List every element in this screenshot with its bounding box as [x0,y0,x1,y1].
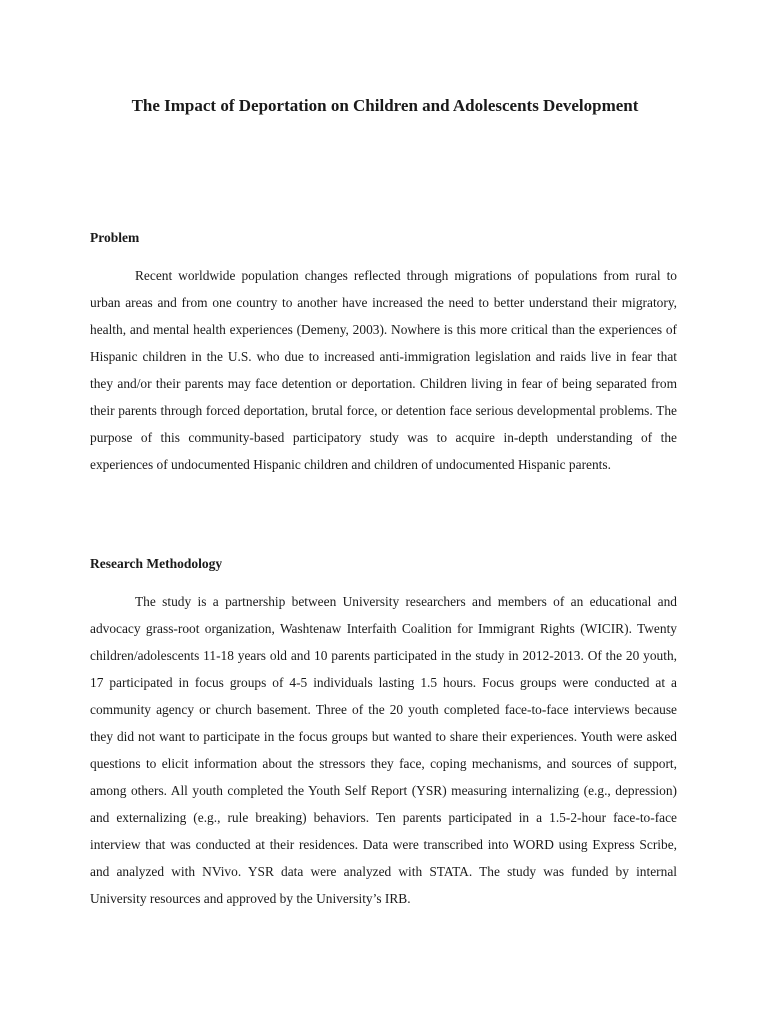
paragraph-research-methodology: The study is a partnership between University researchers and members of an educational and advocacy grass-root organization, Washtenaw Interfaith Coalition for Immigrant Rights (WICIR). Twenty children/adolescents 11-18 years old and 10 parents participated in the study in 2012-2013. Of the 20 youth, 17 participated in focus groups of 4-5 individuals lasting 1.5 hours. Focus groups were conducted at a community agency or church basement. Three of the 20 youth completed face-to-face interviews because they did not want to participate in the focus groups but wanted to share their experiences. Youth were asked questions to elicit information about the stressors they face, coping mechanisms, and sources of support, among others. All youth completed the Youth Self Report (YSR) measuring internalizing (e.g., depression) and externalizing (e.g., rule breaking) behaviors. Ten parents participated in a 1.5-2-hour face-to-face interview that was conducted at their residences. Data were transcribed into WORD using Express Scribe, and analyzed with NVivo. YSR data were analyzed with STATA. The study was funded by internal University resources and approved by the University’s IRB. [90,594,677,906]
section-heading-research-methodology: Research Methodology [90,556,223,571]
document-title: The Impact of Deportation on Children and Adolescents Development [131,96,639,115]
paragraph-problem: Recent worldwide population changes reflected through migrations of populations from rural to urban areas and from one country to another have increased the need to better understand their migratory, health, and mental health experiences (Demeny, 2003). Nowhere is this more critical than the experiences of Hispanic children in the U.S. who due to increased anti-immigration legislation and raids live in fear that they and/or their parents may face detention or deportation. Children living in fear of being separated from their parents through forced deportation, brutal force, or detention face serious developmental problems. The purpose of this community-based participatory study was to acquire in-depth understanding of the experiences of undocumented Hispanic children and children of undocumented Hispanic parents. [90,268,677,472]
section-heading-problem: Problem [90,230,140,245]
